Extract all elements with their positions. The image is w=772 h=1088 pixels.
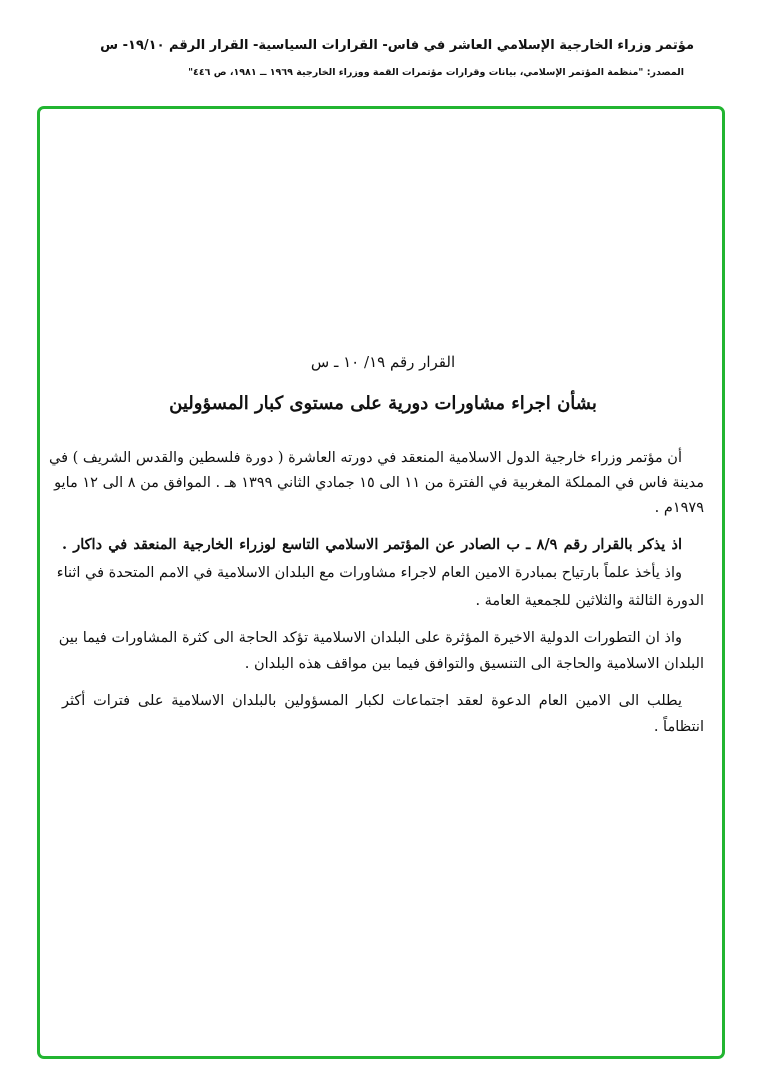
paragraph-line: البلدان الاسلامية والحاجة الى التنسيق والتوافق فيما بين مواقف هذه البلدان . — [244, 656, 704, 672]
paragraph-line: الدورة الثالثة والثلاثين للجمعية العامة . — [475, 593, 704, 609]
resolution-number: القرار رقم ١٩/ ١٠ ـ س — [310, 353, 456, 371]
paragraph-line: انتظاماً . — [653, 719, 704, 735]
paragraph-line: ١٩٧٩م . — [654, 500, 704, 516]
paragraph-line: أن مؤتمر وزراء خارجية الدول الاسلامية المنعقد في دورته العاشرة ( دورة فلسطين والقدس الشريف ) في — [49, 450, 682, 466]
paragraph-line: يطلب الى الامين العام الدعوة لعقد اجتماعات لكبار المسؤولين بالبلدان الاسلامية على فترات أكثر — [62, 693, 682, 709]
resolution-subject: بشأن اجراء مشاورات دورية على مستوى كبار المسؤولين — [169, 393, 597, 414]
page-header-source: المصدر: "منظمة المؤتمر الإسلامي، بيانات وقرارات مؤتمرات القمة ووزراء الخارجية ١٩٦٩ ــ ١٩٨١، ص ٤٤٦" — [188, 67, 684, 78]
paragraph-line: مدينة فاس في المملكة المغربية في الفترة من ١١ الى ١٥ جمادي الثاني ١٣٩٩ هـ . الموافق من ٨ الى ١٢ مايو — [54, 475, 704, 491]
page-header-title: مؤتمر وزراء الخارجية الإسلامي العاشر في فاس- القرارات السياسية- القرار الرقم ١٩/١٠- س — [100, 38, 694, 53]
paragraph-line: واذ ان التطورات الدولية الاخيرة المؤثرة على البلدان الاسلامية تؤكد الحاجة الى كثرة المشاورات فيما بين — [58, 630, 682, 646]
paragraph-line: اذ يذكر بالقرار رقم ٨/٩ ـ ب الصادر عن المؤتمر الاسلامي التاسع لوزراء الخارجية المنعقد في داكار . — [62, 536, 682, 553]
paragraph-line: واذ يأخذ علماً بارتياح بمبادرة الامين العام لاجراء مشاورات مع البلدان الاسلامية في الامم المتحدة في اثناء — [56, 565, 682, 581]
